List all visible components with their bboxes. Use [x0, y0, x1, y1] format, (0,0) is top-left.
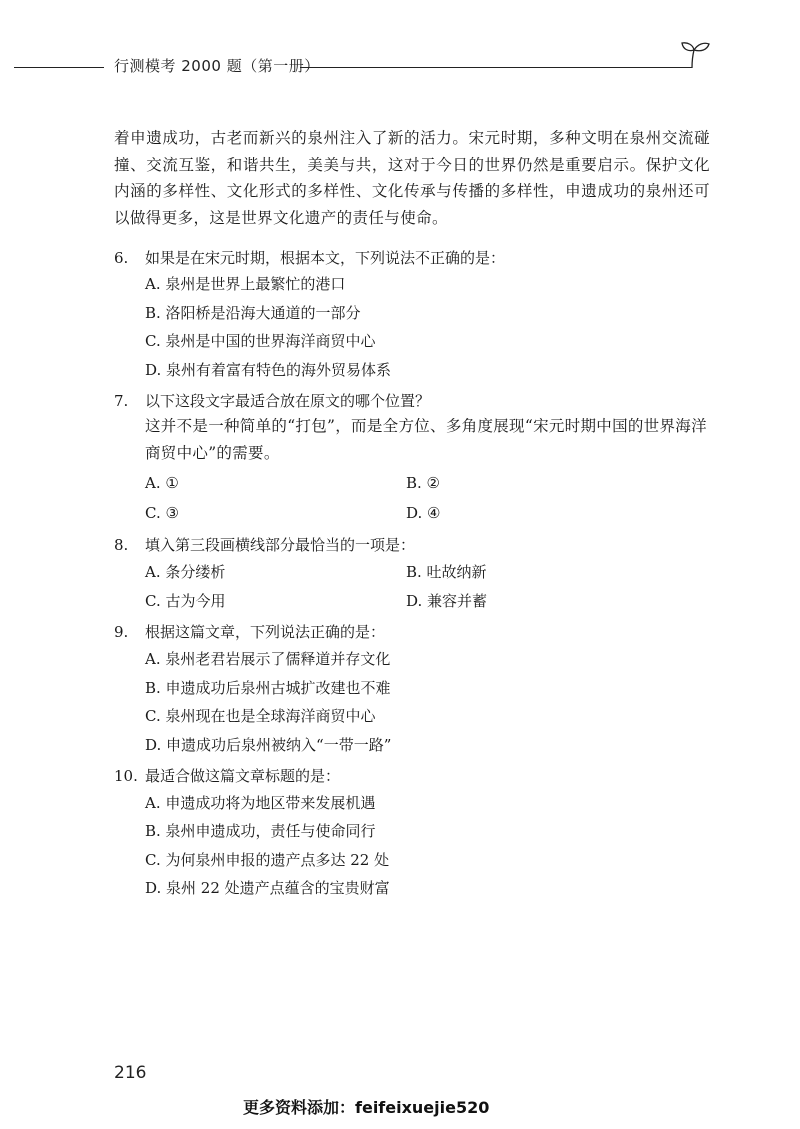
book-title: 行测模考 2000 题（第一册） — [114, 57, 320, 75]
footer-note: 更多资料添加：feifeixuejie520 — [243, 1098, 490, 1117]
question-number: 10. — [114, 767, 138, 785]
option-9a: A. 泉州老君岩展示了儒释道并存文化 — [145, 650, 391, 668]
question-number: 6. — [114, 249, 129, 267]
option-8b: B. 吐故纳新 — [406, 563, 487, 581]
option-10c: C. 为何泉州申报的遗产点多达 22 处 — [145, 851, 390, 869]
sprout-icon — [678, 40, 712, 70]
option-8c: C. 古为今用 — [145, 592, 226, 610]
page-number: 216 — [114, 1063, 147, 1083]
option-10d: D. 泉州 22 处遗产点蕴含的宝贵财富 — [145, 879, 390, 897]
question-text: 填入第三段画横线部分最恰当的一项是： — [145, 536, 416, 554]
option-10b: B. 泉州申遗成功，责任与使命同行 — [145, 822, 376, 840]
header-rule-right — [300, 67, 692, 68]
question-text: 最适合做这篇文章标题的是： — [145, 767, 341, 785]
question-7-excerpt: 这并不是一种简单的“打包”，而是全方位、多角度展现“宋元时期中国的世界海洋商贸中心”的需要。 — [145, 417, 707, 462]
option-6d: D. 泉州有着富有特色的海外贸易体系 — [145, 361, 392, 379]
option-7d: D. ④ — [406, 504, 441, 522]
option-9c: C. 泉州现在也是全球海洋商贸中心 — [145, 707, 376, 725]
option-8d: D. 兼容并蓄 — [406, 592, 488, 610]
option-6a: A. 泉州是世界上最繁忙的港口 — [145, 275, 346, 293]
option-9b: B. 申遗成功后泉州古城扩改建也不难 — [145, 679, 391, 697]
option-7b: B. ② — [406, 474, 441, 492]
question-number: 7. — [114, 392, 129, 410]
question-text: 如果是在宋元时期，根据本文，下列说法不正确的是： — [145, 249, 506, 267]
option-7a: A. ① — [145, 474, 179, 492]
question-text: 根据这篇文章，下列说法正确的是： — [145, 623, 386, 641]
option-10a: A. 申遗成功将为地区带来发展机遇 — [145, 794, 376, 812]
intro-paragraph: 着申遗成功，古老而新兴的泉州注入了新的活力。宋元时期，多种文明在泉州交流碰撞、交流互鉴，和谐共生，美美与共，这对于今日的世界仍然是重要启示。保护文化内涵的多样性、文化形式的多样性、文化传承与传播的多样性，申遗成功的泉州还可以做得更多，这是世界文化遗产的责任与使命。 — [114, 129, 710, 227]
question-text: 以下这段文字最适合放在原文的哪个位置？ — [145, 392, 431, 410]
option-7c: C. ③ — [145, 504, 179, 522]
question-number: 9. — [114, 623, 129, 641]
header-rule-left — [14, 67, 104, 68]
option-6c: C. 泉州是中国的世界海洋商贸中心 — [145, 332, 376, 350]
option-6b: B. 洛阳桥是沿海大通道的一部分 — [145, 304, 361, 322]
page-header — [0, 50, 800, 80]
question-number: 8. — [114, 536, 129, 554]
option-9d: D. 申遗成功后泉州被纳入“一带一路” — [145, 736, 392, 754]
option-8a: A. 条分缕析 — [145, 563, 226, 581]
